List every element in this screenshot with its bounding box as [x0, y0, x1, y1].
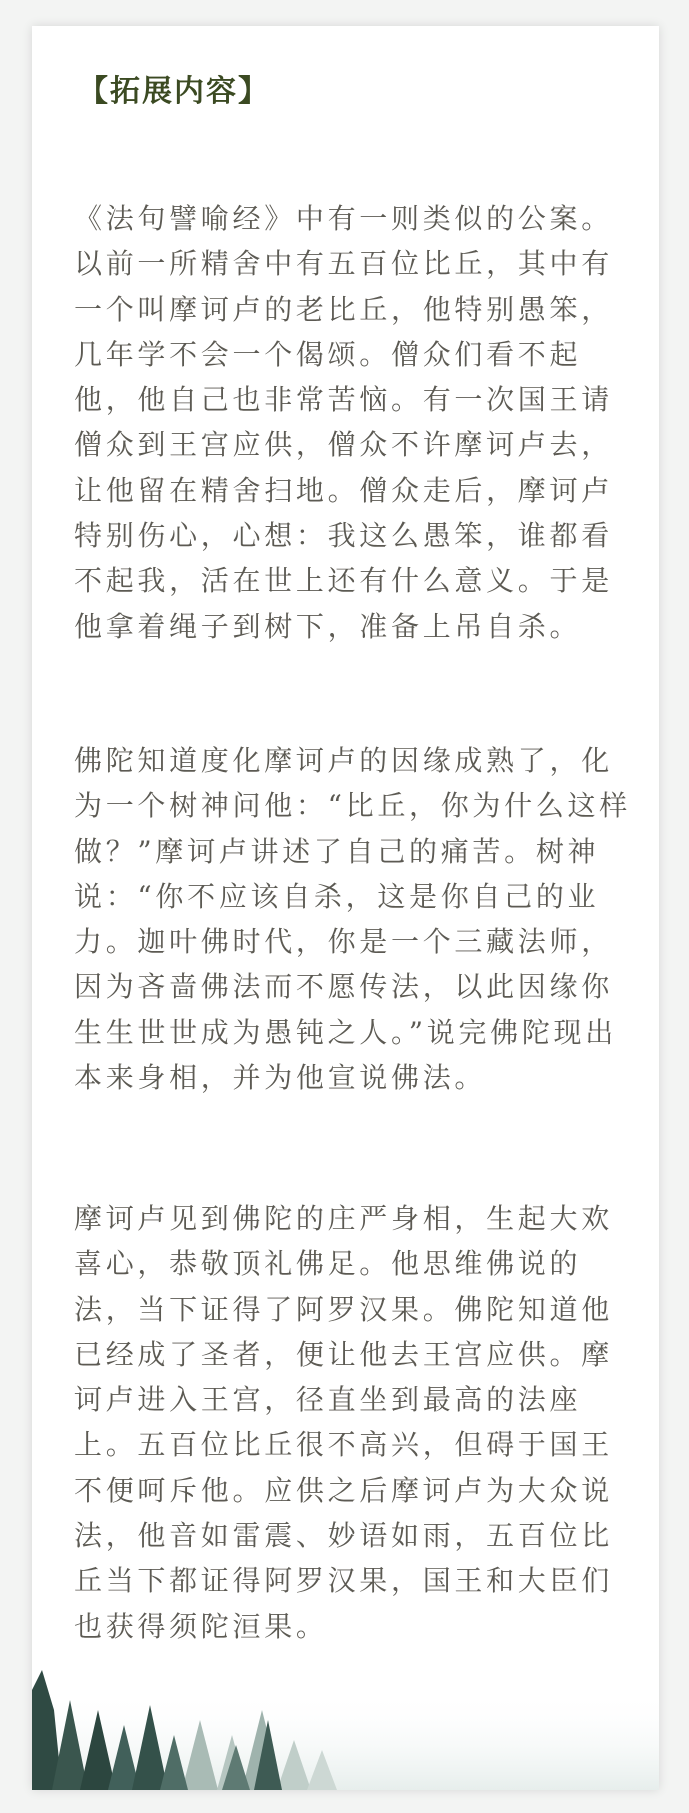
- section-heading: 【拓展内容】: [78, 74, 270, 109]
- article-card: [32, 26, 659, 1790]
- forest-illustration: [32, 1650, 659, 1790]
- paragraph-1: 《法句譬喻经》中有一则类似的公案。以前一所精舍中有五百位比丘，其中有一个叫摩诃卢的老比丘，他特别愚笨，几年学不会一个偈颂。僧众们看不起他，他自己也非常苦恼。有一次国王请僧众到王宫应供，僧众不许摩诃卢去，让他留在精舍扫地。僧众走后，摩诃卢特别伤心，心想：我这么愚笨，谁都看不起我，活在世上还有什么意义。于是他拿着绳子到树下，准备上吊自杀。: [74, 202, 613, 643]
- paragraph-2: 佛陀知道度化摩诃卢的因缘成熟了，化为一个树神问他：“比丘，你为什么这样做？”摩诃卢讲述了自己的痛苦。树神说：“你不应该自杀，这是你自己的业力。迦叶佛时代，你是一个三藏法师，因为吝啬佛法而不愿传法，以此因缘你生生世世成为愚钝之人。”说完佛陀现出本来身相，并为他宣说佛法。: [74, 744, 631, 1095]
- paragraph-3: 摩诃卢见到佛陀的庄严身相，生起大欢喜心，恭敬顶礼佛足。他思维佛说的法，当下证得了阿罗汉果。佛陀知道他已经成了圣者，便让他去王宫应供。摩诃卢进入王宫，径直坐到最高的法座上。五百位比丘很不高兴，但碍于国王不便呵斥他。应供之后摩诃卢为大众说法，他音如雷震、妙语如雨，五百位比丘当下都证得阿罗汉果，国王和大臣们也获得须陀洹果。: [74, 1202, 613, 1643]
